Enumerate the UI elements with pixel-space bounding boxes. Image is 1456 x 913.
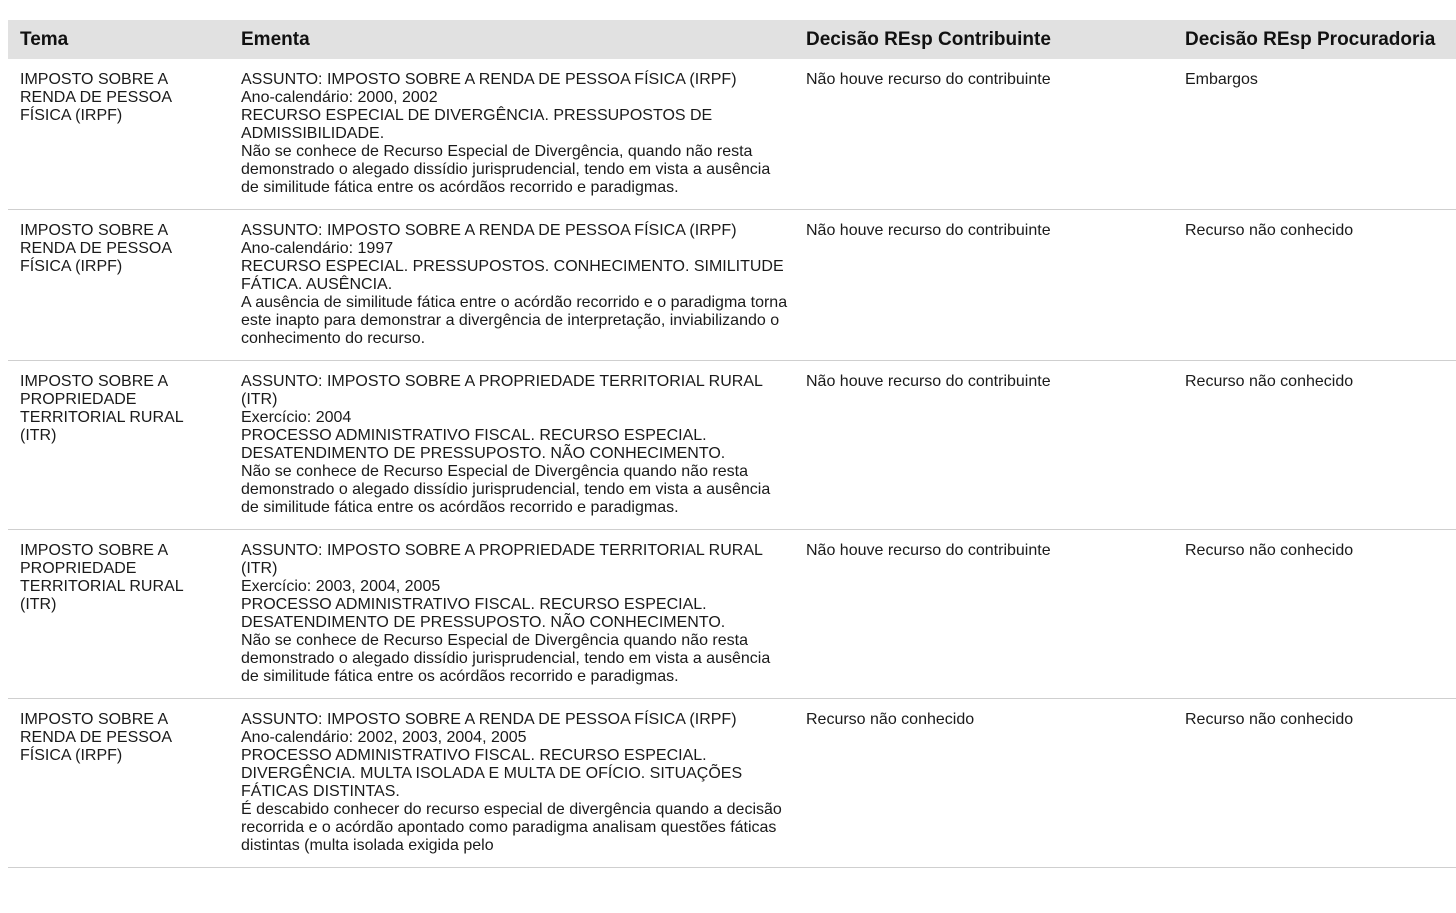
cell-decisao-contribuinte: Não houve recurso do contribuinte	[794, 210, 1173, 361]
cell-ementa	[229, 530, 794, 699]
header-decisao-contribuinte: Decisão REsp Contribuinte	[794, 20, 1173, 59]
cell-tema: IMPOSTO SOBRE A PROPRIEDADE TERRITORIAL RURAL (ITR)	[8, 530, 229, 699]
cell-decisao-contribuinte: Não houve recurso do contribuinte	[794, 361, 1173, 530]
ementa-assunto: ASSUNTO: IMPOSTO SOBRE A RENDA DE PESSOA FÍSICA (IRPF)	[241, 711, 737, 728]
ementa-topicos: RECURSO ESPECIAL. PRESSUPOSTOS. CONHECIMENTO. SIMILITUDE FÁTICA. AUSÊNCIA.	[241, 258, 784, 293]
table-row	[8, 210, 1456, 361]
ementa-texto: Não se conhece de Recurso Especial de Divergência quando não resta demonstrado o alegado dissídio jurisprudencial, tendo em vista a ausência de similitude fática entre os acórdãos recorrido e paradigmas.	[241, 463, 771, 516]
table-row	[8, 699, 1456, 868]
table-row	[8, 361, 1456, 530]
cell-tema: IMPOSTO SOBRE A RENDA DE PESSOA FÍSICA (IRPF)	[8, 59, 229, 210]
cell-decisao-procuradoria: Recurso não conhecido	[1173, 210, 1456, 361]
ementa-periodo: Exercício: 2003, 2004, 2005	[241, 578, 441, 595]
ementa-topicos: RECURSO ESPECIAL DE DIVERGÊNCIA. PRESSUPOSTOS DE ADMISSIBILIDADE.	[241, 107, 713, 142]
header-tema: Tema	[8, 20, 229, 59]
ementa-assunto: ASSUNTO: IMPOSTO SOBRE A RENDA DE PESSOA FÍSICA (IRPF)	[241, 222, 737, 239]
cell-ementa	[229, 699, 794, 868]
cell-decisao-contribuinte: Não houve recurso do contribuinte	[794, 530, 1173, 699]
table-header	[8, 20, 1456, 59]
ementa-periodo: Exercício: 2004	[241, 409, 352, 426]
cell-ementa	[229, 361, 794, 530]
cell-decisao-procuradoria: Recurso não conhecido	[1173, 530, 1456, 699]
cell-tema: IMPOSTO SOBRE A RENDA DE PESSOA FÍSICA (IRPF)	[8, 699, 229, 868]
ementa-periodo: Ano-calendário: 1997	[241, 240, 394, 257]
cell-decisao-contribuinte: Recurso não conhecido	[794, 699, 1173, 868]
ementa-topicos: PROCESSO ADMINISTRATIVO FISCAL. RECURSO ESPECIAL. DESATENDIMENTO DE PRESSUPOSTO. NÃO CONHECIMENTO.	[241, 427, 726, 462]
ementa-texto: Não se conhece de Recurso Especial de Divergência quando não resta demonstrado o alegado dissídio jurisprudencial, tendo em vista a ausência de similitude fática entre os acórdãos recorrido e paradigmas.	[241, 632, 771, 685]
cell-decisao-contribuinte: Não houve recurso do contribuinte	[794, 59, 1173, 210]
ementa-periodo: Ano-calendário: 2000, 2002	[241, 89, 438, 106]
ementa-topicos: PROCESSO ADMINISTRATIVO FISCAL. RECURSO ESPECIAL. DIVERGÊNCIA. MULTA ISOLADA E MULTA DE OFÍCIO. SITUAÇÕES FÁTICAS DISTINTAS.	[241, 747, 743, 800]
header-row	[8, 20, 1456, 59]
cell-tema: IMPOSTO SOBRE A PROPRIEDADE TERRITORIAL RURAL (ITR)	[8, 361, 229, 530]
cell-decisao-procuradoria: Recurso não conhecido	[1173, 361, 1456, 530]
ementa-texto: A ausência de similitude fática entre o acórdão recorrido e o paradigma torna este inapto para demonstrar a divergência de interpretação, inviabilizando o conhecimento do recurso.	[241, 294, 788, 347]
ementa-assunto: ASSUNTO: IMPOSTO SOBRE A PROPRIEDADE TERRITORIAL RURAL (ITR)	[241, 542, 763, 577]
ementa-texto: É descabido conhecer do recurso especial de divergência quando a decisão recorrida e o acórdão apontado como paradigma analisam questões fáticas distintas (multa isolada exigida pelo	[241, 801, 782, 854]
cell-ementa	[229, 59, 794, 210]
ementa-topicos: PROCESSO ADMINISTRATIVO FISCAL. RECURSO ESPECIAL. DESATENDIMENTO DE PRESSUPOSTO. NÃO CONHECIMENTO.	[241, 596, 726, 631]
table-row	[8, 59, 1456, 210]
header-decisao-procuradoria: Decisão REsp Procuradoria	[1173, 20, 1456, 59]
ementa-periodo: Ano-calendário: 2002, 2003, 2004, 2005	[241, 729, 527, 746]
cell-decisao-procuradoria: Recurso não conhecido	[1173, 699, 1456, 868]
cell-tema: IMPOSTO SOBRE A RENDA DE PESSOA FÍSICA (IRPF)	[8, 210, 229, 361]
ementa-texto: Não se conhece de Recurso Especial de Divergência, quando não resta demonstrado o alegado dissídio jurisprudencial, tendo em vista a ausência de similitude fática entre os acórdãos recorrido e paradigmas.	[241, 143, 771, 196]
ementa-assunto: ASSUNTO: IMPOSTO SOBRE A RENDA DE PESSOA FÍSICA (IRPF)	[241, 71, 737, 88]
decisions-table-wrapper	[8, 20, 1456, 868]
header-ementa: Ementa	[229, 20, 794, 59]
table-row	[8, 530, 1456, 699]
cell-ementa	[229, 210, 794, 361]
ementa-assunto: ASSUNTO: IMPOSTO SOBRE A PROPRIEDADE TERRITORIAL RURAL (ITR)	[241, 373, 763, 408]
table-body	[8, 59, 1456, 868]
cell-decisao-procuradoria: Embargos	[1173, 59, 1456, 210]
decisions-table	[8, 20, 1456, 868]
